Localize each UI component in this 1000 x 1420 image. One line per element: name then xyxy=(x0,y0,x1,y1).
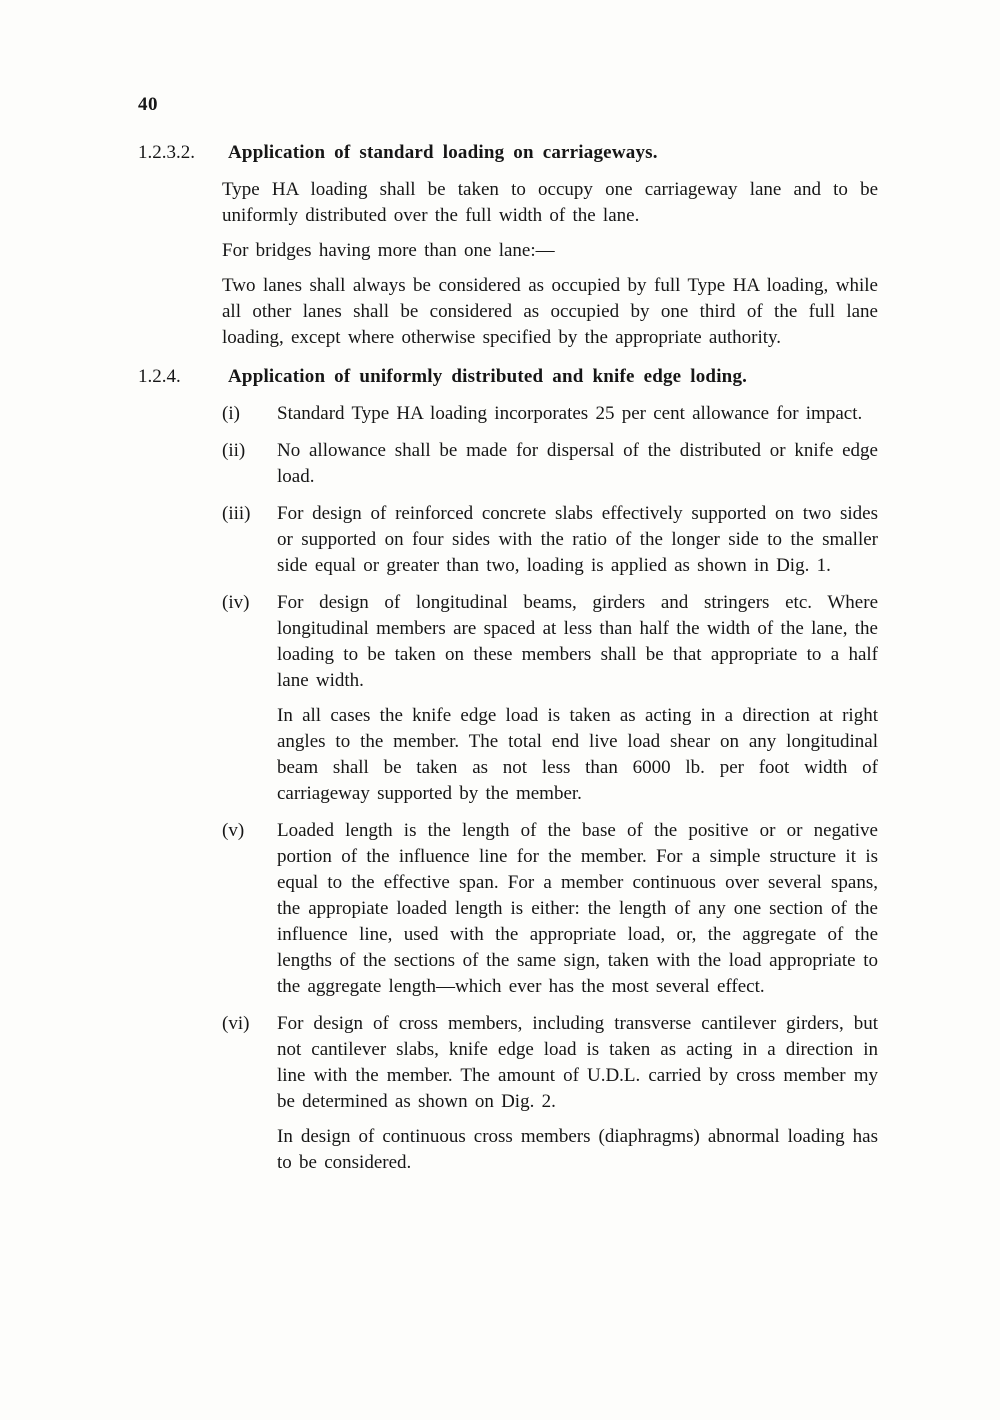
list-item xyxy=(222,818,878,1000)
section-number: 1.2.4. xyxy=(138,366,181,387)
list-item-marker: (i) xyxy=(222,403,240,424)
paragraph: In all cases the knife edge load is taken as acting in a direction at right angles to the member. The total end live load shear on any longitudinal beam shall be taken as not less than 6000 lb. per foot width of carriageway supported by the member. xyxy=(277,705,878,804)
paragraph: Type HA loading shall be taken to occupy one carriageway lane and to be uniformly distributed over the full width of the lane. xyxy=(222,179,878,226)
list-item-body xyxy=(277,1011,878,1176)
section-heading: Application of uniformly distributed and knife edge loding. xyxy=(228,366,748,387)
list-item-body xyxy=(277,438,878,490)
list-item-marker: (iii) xyxy=(222,503,251,524)
section-number: 1.2.3.2. xyxy=(138,142,195,163)
list-item-marker: (v) xyxy=(222,820,245,841)
section-application-standard-loading xyxy=(138,140,878,351)
section-body xyxy=(222,177,878,351)
section-heading: Application of standard loading on carriageways. xyxy=(228,142,658,163)
paragraph: No allowance shall be made for dispersal of the distributed or knife edge load. xyxy=(277,440,878,487)
list-item-body xyxy=(277,501,878,579)
list-item xyxy=(222,501,878,579)
list-item-marker: (iv) xyxy=(222,592,250,613)
numbered-list xyxy=(222,401,878,1176)
paragraph: For design of longitudinal beams, girders and stringers etc. Where longitudinal members are spaced at less than half the width of the lane, the loading to be taken on these members shall be that appropriate to a half lane width. xyxy=(277,592,878,691)
list-item-marker: (vi) xyxy=(222,1013,250,1034)
page-number: 40 xyxy=(138,94,158,115)
paragraph: Two lanes shall always be considered as occupied by full Type HA loading, while all other lanes shall be considered as occupied by one third of the full lane loading, except where otherwise specified by the appropriate authority. xyxy=(222,275,878,348)
list-item-body xyxy=(277,818,878,1000)
list-item-body xyxy=(277,590,878,807)
list-item xyxy=(222,401,878,427)
section-application-udl-knife-edge xyxy=(138,364,878,1176)
paragraph: Standard Type HA loading incorporates 25 per cent allowance for impact. xyxy=(277,403,863,424)
section-heading-row xyxy=(138,140,878,166)
list-item-marker: (ii) xyxy=(222,440,246,461)
paragraph: Loaded length is the length of the base of the positive or or negative portion of the influence line for the member. For a simple structure it is equal to the effective span. For a member continuous over several spans, the appropiate loaded length is either: the length of any one section of the influence line, used with the appropriate load, or, the aggregate of the lengths of the sections of the same sign, taken with the load appropriate to the aggregate length—which ever has the most several effect. xyxy=(277,820,878,997)
paragraph: In design of continuous cross members (diaphragms) abnormal loading has to be considered. xyxy=(277,1126,878,1173)
list-item xyxy=(222,590,878,807)
list-item xyxy=(222,438,878,490)
list-item-body xyxy=(277,401,878,427)
section-heading-row xyxy=(138,364,878,390)
paragraph: For bridges having more than one lane:— xyxy=(222,240,555,261)
paragraph: For design of reinforced concrete slabs effectively supported on two sides or supported on four sides with the ratio of the longer side to the smaller side equal or greater than two, loading is applied as shown in Dig. 1. xyxy=(277,503,878,576)
list-item xyxy=(222,1011,878,1176)
paragraph: For design of cross members, including transverse cantilever girders, but not cantilever slabs, knife edge load is taken as acting in a direction in line with the member. The amount of U.D.L. carried by cross member my be determined as shown on Dig. 2. xyxy=(277,1013,878,1112)
